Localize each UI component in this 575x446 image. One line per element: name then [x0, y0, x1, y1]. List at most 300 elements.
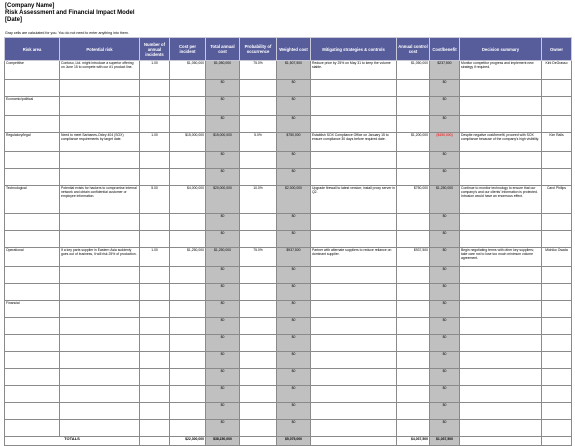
cell-decision[interactable]	[460, 335, 542, 352]
cell-cost-benefit: $0	[430, 403, 460, 420]
cell-potential-risk[interactable]	[60, 214, 140, 231]
cell-weighted-cost: $0	[277, 318, 311, 335]
cell-incidents[interactable]	[140, 97, 170, 116]
cell-weighted-cost: $0	[277, 352, 311, 369]
cell-incidents[interactable]	[140, 267, 170, 284]
cell-mitigation[interactable]	[311, 267, 397, 284]
cell-decision[interactable]	[460, 214, 542, 231]
cell-incidents[interactable]	[140, 335, 170, 352]
cell-potential-risk[interactable]: Contoso, Ltd. might introduce a superior offering on June 15 to compete with our #1 product line.	[60, 61, 140, 80]
cell-mitigation[interactable]: Establish SOX Compliance Office on January 15 to ensure compliance 30 days before required date.	[311, 133, 397, 152]
cell-probability[interactable]: 5.0%	[240, 133, 277, 152]
cell-control-cost[interactable]	[397, 80, 430, 97]
cell-cost-benefit: $0	[430, 231, 460, 248]
cell-mitigation[interactable]	[311, 301, 397, 318]
cell-risk-area[interactable]	[5, 352, 60, 369]
cell-cost-benefit: $0	[430, 80, 460, 97]
cell-probability[interactable]	[240, 386, 277, 403]
cell-control-cost[interactable]	[397, 352, 430, 369]
cell-weighted-cost: $0	[277, 231, 311, 248]
cell-decision[interactable]	[460, 116, 542, 133]
cell-cost-per-incident[interactable]	[170, 80, 206, 97]
cell-cost-benefit: $1,250,000	[430, 186, 460, 214]
cell-potential-risk[interactable]	[60, 97, 140, 116]
cell-weighted-cost: $0	[277, 386, 311, 403]
cell-cost-benefit: $0	[430, 169, 460, 186]
cell-probability[interactable]: 75.0%	[240, 61, 277, 80]
cell-total-annual-cost: $0	[206, 352, 240, 369]
cell-weighted-cost: $0	[277, 169, 311, 186]
cell-total-annual-cost: $0	[206, 97, 240, 116]
cell-mitigation[interactable]: Partner with alternate suppliers to reduce reliance on dominant supplier.	[311, 248, 397, 267]
column-header-owner[interactable]: Owner	[542, 38, 572, 61]
cell-owner[interactable]	[542, 318, 572, 335]
table-row	[5, 61, 572, 80]
sheet-title: Risk Assessment and Financial Impact Model	[5, 10, 135, 16]
cell-weighted-cost: $0	[277, 420, 311, 437]
cell-mitigation[interactable]	[311, 335, 397, 352]
totals-label: TOTALS	[5, 437, 140, 446]
cell-weighted-cost: $2,000,000	[277, 186, 311, 214]
cell-cost-per-incident[interactable]	[170, 335, 206, 352]
cell-decision[interactable]	[460, 97, 542, 116]
cell-risk-area[interactable]	[5, 80, 60, 97]
table-row	[5, 80, 572, 97]
cell-mitigation[interactable]	[311, 386, 397, 403]
cell-control-cost[interactable]: $1,050,000	[397, 61, 430, 80]
cell-probability[interactable]	[240, 97, 277, 116]
table-row	[5, 369, 572, 386]
table-body	[5, 61, 572, 446]
cell-control-cost[interactable]: $1,200,000	[397, 133, 430, 152]
cell-risk-area[interactable]	[5, 335, 60, 352]
cell-mitigation[interactable]	[311, 369, 397, 386]
cell-potential-risk[interactable]	[60, 116, 140, 133]
cell-cost-per-incident[interactable]	[170, 231, 206, 248]
cell-cost-per-incident[interactable]	[170, 267, 206, 284]
cell-total-annual-cost: $0	[206, 231, 240, 248]
cell-probability[interactable]	[240, 420, 277, 437]
cell-cost-per-incident[interactable]	[170, 301, 206, 318]
cell-owner[interactable]	[542, 97, 572, 116]
cell-decision[interactable]	[460, 267, 542, 284]
cell-weighted-cost: $0	[277, 214, 311, 231]
header-row	[5, 38, 572, 61]
cell-total-annual-cost: $0	[206, 403, 240, 420]
cell-weighted-cost: $0	[277, 284, 311, 301]
cell-cost-per-incident[interactable]	[170, 97, 206, 116]
cell-total-annual-cost: $0	[206, 301, 240, 318]
cell-control-cost[interactable]	[397, 386, 430, 403]
cell-mitigation[interactable]	[311, 152, 397, 169]
cell-cost-per-incident[interactable]: $4,000,000	[170, 186, 206, 214]
cell-control-cost[interactable]	[397, 284, 430, 301]
cell-incidents[interactable]	[140, 403, 170, 420]
cell-risk-area[interactable]: Regulatory/legal	[5, 133, 60, 152]
column-header-risk-area[interactable]: Risk area	[5, 38, 60, 61]
cell-probability[interactable]	[240, 152, 277, 169]
column-header-decision-summary[interactable]: Decision summary	[460, 38, 542, 61]
cell-mitigation[interactable]	[311, 116, 397, 133]
cell-owner[interactable]	[542, 420, 572, 437]
cell-decision[interactable]	[460, 386, 542, 403]
cell-owner[interactable]	[542, 80, 572, 97]
cell-control-cost[interactable]	[397, 335, 430, 352]
cell-risk-area[interactable]: Economic/political	[5, 97, 60, 116]
cell-potential-risk[interactable]	[60, 301, 140, 318]
cell-control-cost[interactable]	[397, 267, 430, 284]
cell-probability[interactable]	[240, 80, 277, 97]
cell-cost-benefit: $0	[430, 97, 460, 116]
cell-probability[interactable]: 75.0%	[240, 248, 277, 267]
cell-incidents[interactable]	[140, 152, 170, 169]
total-cost-benefit: $1,037,500	[430, 437, 460, 446]
cell-probability[interactable]	[240, 369, 277, 386]
cell-incidents[interactable]: 1.00	[140, 248, 170, 267]
cell-mitigation[interactable]	[311, 318, 397, 335]
cell-owner[interactable]	[542, 169, 572, 186]
cell-potential-risk[interactable]	[60, 284, 140, 301]
cell-cost-benefit: $0	[430, 352, 460, 369]
sheet-date: [Date]	[5, 17, 23, 23]
cell-control-cost[interactable]	[397, 318, 430, 335]
cell-risk-area[interactable]	[5, 318, 60, 335]
cell-control-cost[interactable]	[397, 214, 430, 231]
cell-control-cost[interactable]: $937,500	[397, 248, 430, 267]
table-row	[5, 169, 572, 186]
cell-cost-benefit: $0	[430, 248, 460, 267]
cell-weighted-cost: $0	[277, 301, 311, 318]
cell-cost-per-incident[interactable]	[170, 284, 206, 301]
cell-risk-area[interactable]	[5, 116, 60, 133]
cell-weighted-cost: $0	[277, 80, 311, 97]
cell-probability[interactable]	[240, 284, 277, 301]
cell-cost-per-incident[interactable]	[170, 369, 206, 386]
cell-probability[interactable]	[240, 335, 277, 352]
cell-risk-area[interactable]	[5, 231, 60, 248]
table-row	[5, 386, 572, 403]
cell-cost-benefit: $0	[430, 335, 460, 352]
cell-decision[interactable]	[460, 403, 542, 420]
cell-cost-per-incident[interactable]	[170, 152, 206, 169]
blank-decision	[460, 437, 542, 446]
cell-cost-per-incident[interactable]	[170, 403, 206, 420]
cell-potential-risk[interactable]	[60, 267, 140, 284]
table-row	[5, 186, 572, 214]
cell-weighted-cost: $0	[277, 403, 311, 420]
cell-control-cost[interactable]	[397, 301, 430, 318]
cell-mitigation[interactable]	[311, 231, 397, 248]
cell-total-annual-cost: $1,050,000	[206, 61, 240, 80]
cell-probability[interactable]	[240, 318, 277, 335]
cell-incidents[interactable]	[140, 352, 170, 369]
cell-total-annual-cost: $20,000,000	[206, 186, 240, 214]
cell-mitigation[interactable]: Reduce price by 25% on May 31 to keep the volume stable.	[311, 61, 397, 80]
cell-owner[interactable]	[542, 214, 572, 231]
cell-cost-per-incident[interactable]	[170, 352, 206, 369]
cell-potential-risk[interactable]	[60, 152, 140, 169]
cell-incidents[interactable]	[140, 318, 170, 335]
cell-incidents[interactable]	[140, 116, 170, 133]
total-cost-per-incident: $22,300,000	[170, 437, 206, 446]
table-row	[5, 352, 572, 369]
cell-decision[interactable]	[460, 420, 542, 437]
total-control-cost: $4,037,500	[397, 437, 430, 446]
cell-risk-area[interactable]	[5, 169, 60, 186]
cell-risk-area[interactable]: Competitive	[5, 61, 60, 80]
cell-mitigation[interactable]	[311, 403, 397, 420]
cell-probability[interactable]	[240, 231, 277, 248]
cell-incidents[interactable]	[140, 369, 170, 386]
cell-cost-benefit: $0	[430, 116, 460, 133]
cell-decision[interactable]	[460, 369, 542, 386]
cell-cost-benefit: $0	[430, 267, 460, 284]
cell-owner[interactable]	[542, 301, 572, 318]
cell-potential-risk[interactable]	[60, 386, 140, 403]
cell-control-cost[interactable]: $750,000	[397, 186, 430, 214]
cell-weighted-cost: $0	[277, 267, 311, 284]
cell-cost-per-incident[interactable]	[170, 318, 206, 335]
blank-mitigation	[311, 437, 397, 446]
column-header-potential-risk[interactable]: Potential risk	[60, 38, 140, 61]
cell-cost-per-incident[interactable]: $1,050,000	[170, 61, 206, 80]
column-header-total-annual-cost[interactable]: Total annual cost	[206, 38, 240, 61]
cell-owner[interactable]	[542, 267, 572, 284]
cell-probability[interactable]	[240, 403, 277, 420]
table-row	[5, 301, 572, 318]
cell-incidents[interactable]	[140, 214, 170, 231]
table-row	[5, 318, 572, 335]
cell-decision[interactable]	[460, 169, 542, 186]
cell-mitigation[interactable]	[311, 80, 397, 97]
cell-total-annual-cost: $0	[206, 116, 240, 133]
cell-mitigation[interactable]	[311, 352, 397, 369]
cell-probability[interactable]	[240, 301, 277, 318]
cell-risk-area[interactable]	[5, 386, 60, 403]
cell-owner[interactable]	[542, 231, 572, 248]
cell-incidents[interactable]	[140, 169, 170, 186]
cell-mitigation[interactable]	[311, 97, 397, 116]
cell-owner[interactable]	[542, 116, 572, 133]
column-header-cost-per-incident[interactable]: Cost per incident	[170, 38, 206, 61]
cell-owner[interactable]	[542, 284, 572, 301]
cell-cost-per-incident[interactable]: $15,000,000	[170, 133, 206, 152]
column-header-mitigating-strategies[interactable]: Mitigating strategies & controls	[311, 38, 397, 61]
cell-total-annual-cost: $0	[206, 420, 240, 437]
table-row	[5, 267, 572, 284]
cell-decision[interactable]	[460, 231, 542, 248]
cell-potential-risk[interactable]: If a key parts supplier in Eastern Asia suddenly goes out of business, it will risk 25% of production.	[60, 248, 140, 267]
cell-incidents[interactable]: 5.00	[140, 186, 170, 214]
cell-total-annual-cost: $0	[206, 214, 240, 231]
column-header-cost-benefit[interactable]: Cost/benefit	[430, 38, 460, 61]
cell-incidents[interactable]	[140, 420, 170, 437]
cell-weighted-cost: $0	[277, 116, 311, 133]
column-header-probability[interactable]: Probability of occurrence	[240, 38, 277, 61]
cell-incidents[interactable]: 1.00	[140, 133, 170, 152]
cell-risk-area[interactable]	[5, 214, 60, 231]
company-name: [Company Name]	[5, 3, 55, 9]
cell-probability[interactable]	[240, 214, 277, 231]
cell-owner[interactable]	[542, 352, 572, 369]
total-annual-cost: $38,150,000	[206, 437, 240, 446]
cell-total-annual-cost: $0	[206, 369, 240, 386]
cell-cost-benefit: $0	[430, 318, 460, 335]
cell-risk-area[interactable]	[5, 284, 60, 301]
cell-potential-risk[interactable]	[60, 403, 140, 420]
cell-cost-benefit: $0	[430, 386, 460, 403]
totals-row	[5, 437, 572, 446]
table-row	[5, 231, 572, 248]
table-row	[5, 97, 572, 116]
cell-cost-per-incident[interactable]	[170, 116, 206, 133]
cell-decision[interactable]	[460, 80, 542, 97]
cell-owner[interactable]	[542, 369, 572, 386]
instruction-note: Gray cells are calculated for you. You do not need to enter anything into them.	[5, 31, 129, 35]
cell-cost-benefit: $0	[430, 420, 460, 437]
cell-probability[interactable]	[240, 352, 277, 369]
cell-risk-area[interactable]	[5, 267, 60, 284]
cell-decision[interactable]	[460, 284, 542, 301]
table-row	[5, 403, 572, 420]
cell-weighted-cost: $0	[277, 369, 311, 386]
cell-total-annual-cost: $0	[206, 169, 240, 186]
cell-potential-risk[interactable]	[60, 369, 140, 386]
table-row	[5, 420, 572, 437]
cell-mitigation[interactable]	[311, 420, 397, 437]
cell-probability[interactable]	[240, 116, 277, 133]
cell-potential-risk[interactable]	[60, 231, 140, 248]
cell-weighted-cost: $1,507,500	[277, 61, 311, 80]
cell-control-cost[interactable]	[397, 369, 430, 386]
cell-weighted-cost: $750,000	[277, 133, 311, 152]
cell-weighted-cost: $0	[277, 97, 311, 116]
cell-risk-area[interactable]	[5, 369, 60, 386]
cell-decision[interactable]	[460, 152, 542, 169]
cell-control-cost[interactable]	[397, 169, 430, 186]
cell-owner[interactable]	[542, 403, 572, 420]
risk-table	[4, 37, 572, 446]
cell-incidents[interactable]: 1.00	[140, 61, 170, 80]
cell-total-annual-cost: $0	[206, 152, 240, 169]
cell-risk-area[interactable]: Financial	[5, 301, 60, 318]
cell-cost-benefit: $237,500	[430, 61, 460, 80]
cell-cost-benefit: $0	[430, 214, 460, 231]
cell-control-cost[interactable]	[397, 97, 430, 116]
cell-weighted-cost: $937,500	[277, 248, 311, 267]
cell-owner[interactable]: Kim Ralls	[542, 133, 572, 152]
cell-risk-area[interactable]	[5, 420, 60, 437]
cell-incidents[interactable]	[140, 301, 170, 318]
cell-risk-area[interactable]	[5, 152, 60, 169]
cell-potential-risk[interactable]	[60, 80, 140, 97]
table-row	[5, 248, 572, 267]
cell-mitigation[interactable]	[311, 169, 397, 186]
cell-control-cost[interactable]	[397, 152, 430, 169]
cell-cost-per-incident[interactable]	[170, 169, 206, 186]
cell-potential-risk[interactable]	[60, 420, 140, 437]
cell-incidents[interactable]	[140, 386, 170, 403]
cell-decision[interactable]: Begin negotiating terms with other key suppliers; take care not to lose too much minimum volume agreement.	[460, 248, 542, 267]
cell-mitigation[interactable]: Upgrade firewall to latest version; install proxy server in Q2.	[311, 186, 397, 214]
cell-owner[interactable]	[542, 152, 572, 169]
cell-incidents[interactable]	[140, 284, 170, 301]
cell-weighted-cost: $0	[277, 335, 311, 352]
cell-control-cost[interactable]	[397, 116, 430, 133]
blank-incidents	[140, 437, 170, 446]
cell-total-annual-cost: $15,000,000	[206, 133, 240, 152]
cell-owner[interactable]	[542, 386, 572, 403]
cell-potential-risk[interactable]: Need to meet Sarbanes-Oxley 404 (SOX) compliance requirements by target date.	[60, 133, 140, 152]
cell-potential-risk[interactable]	[60, 318, 140, 335]
cell-decision[interactable]: Despite negative cost/benefit, proceed with SOX compliance because of the company's high visibility.	[460, 133, 542, 152]
cell-potential-risk[interactable]: Potential exists for hackers to compromise internal network and obtain confidential customer or employee information.	[60, 186, 140, 214]
cell-total-annual-cost: $0	[206, 386, 240, 403]
cell-probability[interactable]	[240, 169, 277, 186]
cell-cost-benefit: $0	[430, 152, 460, 169]
cell-cost-benefit: $0	[430, 369, 460, 386]
cell-decision[interactable]	[460, 352, 542, 369]
cell-total-annual-cost: $1,250,000	[206, 248, 240, 267]
cell-probability[interactable]: 10.0%	[240, 186, 277, 214]
table-row	[5, 335, 572, 352]
cell-potential-risk[interactable]	[60, 335, 140, 352]
cell-control-cost[interactable]	[397, 420, 430, 437]
cell-cost-per-incident[interactable]: $1,250,000	[170, 248, 206, 267]
cell-decision[interactable]	[460, 318, 542, 335]
cell-decision[interactable]: Continue to monitor technology to ensure that our company's and our clients' information is protected. Intrusion would have an enormous effect.	[460, 186, 542, 214]
cell-cost-benefit: ($450,000)	[430, 133, 460, 152]
cell-control-cost[interactable]	[397, 231, 430, 248]
table-row	[5, 133, 572, 152]
column-header-annual-control-cost[interactable]: Annual control cost	[397, 38, 430, 61]
blank-owner	[542, 437, 572, 446]
blank-probability	[240, 437, 277, 446]
cell-probability[interactable]	[240, 267, 277, 284]
cell-owner[interactable]	[542, 335, 572, 352]
column-header-num-incidents[interactable]: Number of annual incidents	[140, 38, 170, 61]
cell-incidents[interactable]	[140, 231, 170, 248]
table-row	[5, 284, 572, 301]
cell-owner[interactable]: Kirk DeGrasso	[542, 61, 572, 80]
cell-total-annual-cost: $0	[206, 267, 240, 284]
cell-cost-benefit: $0	[430, 301, 460, 318]
cell-risk-area[interactable]: Operational	[5, 248, 60, 267]
cell-cost-per-incident[interactable]	[170, 420, 206, 437]
cell-mitigation[interactable]	[311, 214, 397, 231]
cell-potential-risk[interactable]	[60, 169, 140, 186]
cell-total-annual-cost: $0	[206, 318, 240, 335]
cell-total-annual-cost: $0	[206, 284, 240, 301]
column-header-weighted-cost[interactable]: Weighted cost	[277, 38, 311, 61]
cell-cost-per-incident[interactable]	[170, 214, 206, 231]
cell-potential-risk[interactable]	[60, 352, 140, 369]
cell-mitigation[interactable]	[311, 284, 397, 301]
cell-decision[interactable]: Monitor competitor progress and implement new strategy if required.	[460, 61, 542, 80]
cell-cost-per-incident[interactable]	[170, 386, 206, 403]
cell-weighted-cost: $0	[277, 152, 311, 169]
total-weighted-cost: $5,075,000	[277, 437, 311, 446]
cell-owner[interactable]: Michiko Osada	[542, 248, 572, 267]
table-row	[5, 214, 572, 231]
cell-control-cost[interactable]	[397, 403, 430, 420]
cell-decision[interactable]	[460, 301, 542, 318]
cell-risk-area[interactable]	[5, 403, 60, 420]
cell-incidents[interactable]	[140, 80, 170, 97]
table-row	[5, 152, 572, 169]
cell-owner[interactable]: Carol Philips	[542, 186, 572, 214]
cell-risk-area[interactable]: Technological	[5, 186, 60, 214]
